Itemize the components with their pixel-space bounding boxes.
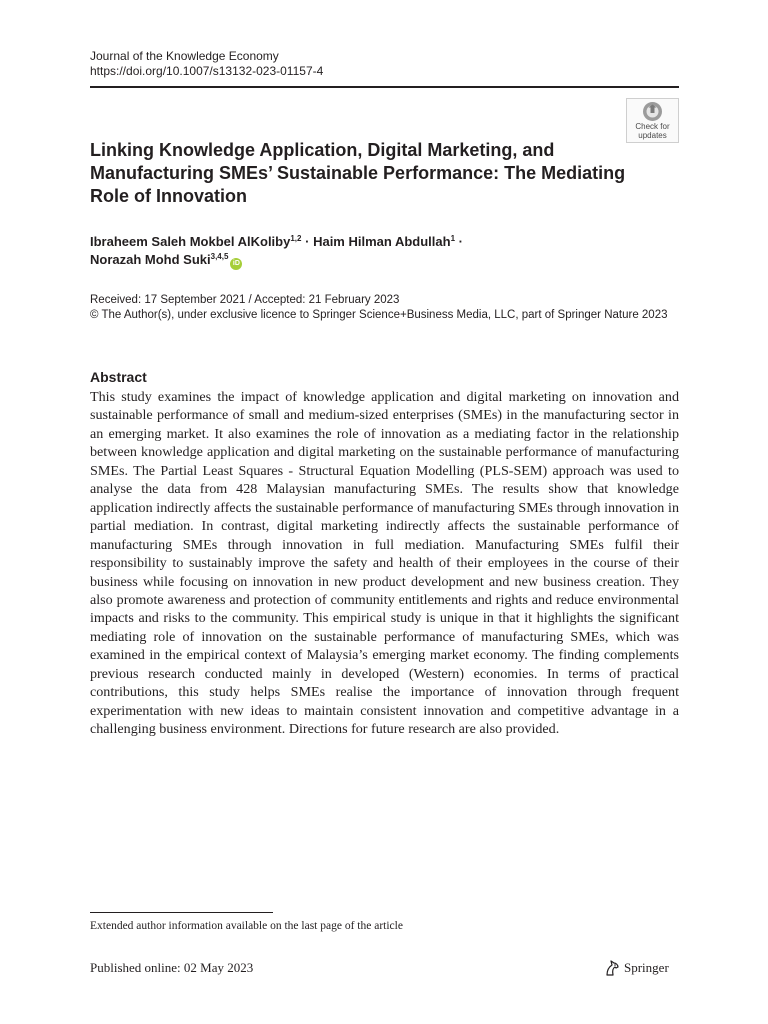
abstract-text: This study examines the impact of knowledge application and digital marketing on innovation and sustainable performance of small and medium-sized enterprises (SMEs) in the manufacturing sector in an emerging market. It also examines the role of innovation as a mediating factor in the relationship between knowledge application and digital marketing on the sustainable performance of manufacturing SMEs. The Partial Least Squares - Structural Equation Modelling (PLS-SEM) approach was used to analyse the data from 428 Malaysian manufacturing SMEs. The results show that knowledge application indirectly affects the sustainable performance of manufacturing SMEs through innovation in partial mediation. In contrast, digital marketing indirectly affects the sustainable performance of manufacturing SMEs through innovation in full mediation. Manufacturing SMEs fulfil their responsibility to sustainably improve the safety and health of their employees in the course of their business while focusing on innovation in new product development and new business creation. They also promote awareness and protection of community entitlements and rights and reduce environmental impacts and risks to the community. This empirical study is unique in that it highlights the significant mediating role of innovation on the sustainable performance of manufacturing SMEs, which was examined in the empirical context of Malaysia’s emerging market economy. The finding complements previous research conducted mainly in developed (Western) economies. In terms of practical contributions, this study helps SMEs realise the importance of innovation through frequent experimentation with new ideas to maintain consistent innovation and competitive advantage in a challenging business environment. Directions for future research are also provided.: [90, 389, 679, 738]
check-for-updates-icon: [642, 101, 663, 122]
article-dates: [90, 293, 690, 323]
author-name[interactable]: Haim Hilman Abdullah: [313, 234, 451, 249]
springer-logo[interactable]: [604, 958, 669, 978]
author-name[interactable]: Norazah Mohd Suki: [90, 252, 211, 267]
journal-header: [90, 49, 323, 79]
journal-name: Journal of the Knowledge Economy: [90, 49, 279, 63]
author-separator: ·: [458, 234, 463, 249]
header-rule: [90, 86, 679, 88]
author-name[interactable]: Ibraheem Saleh Mokbel AlKoliby: [90, 234, 291, 249]
abstract-heading: Abstract: [90, 369, 147, 385]
author-list: [90, 233, 650, 270]
springer-horse-icon: [604, 959, 620, 977]
orcid-icon[interactable]: iD: [230, 258, 242, 270]
footnote: Extended author information available on the last page of the article: [90, 920, 403, 932]
footnote-rule: [90, 912, 273, 913]
author-affiliation: 1: [450, 234, 456, 243]
badge-label: Check for updates: [635, 122, 670, 140]
publisher-name: Springer: [624, 960, 669, 975]
received-accepted-dates: Received: 17 September 2021 / Accepted: 21 February 2023: [90, 294, 400, 306]
published-date: Published online: 02 May 2023: [90, 960, 254, 975]
author-affiliation: 1,2: [290, 234, 302, 243]
check-for-updates-badge[interactable]: [626, 98, 679, 143]
article-title: Linking Knowledge Application, Digital Marketing, and Manufacturing SMEs’ Sustainable Performance: The Mediating Role of Innovation: [90, 140, 626, 206]
author-separator: ·: [305, 234, 310, 249]
copyright-notice: © The Author(s), under exclusive licence to Springer Science+Business Media, LLC, part of Springer Nature 2023: [90, 309, 668, 321]
author-affiliation: 3,4,5: [210, 252, 229, 261]
doi-link[interactable]: https://doi.org/10.1007/s13132-023-01157-4: [90, 64, 324, 78]
